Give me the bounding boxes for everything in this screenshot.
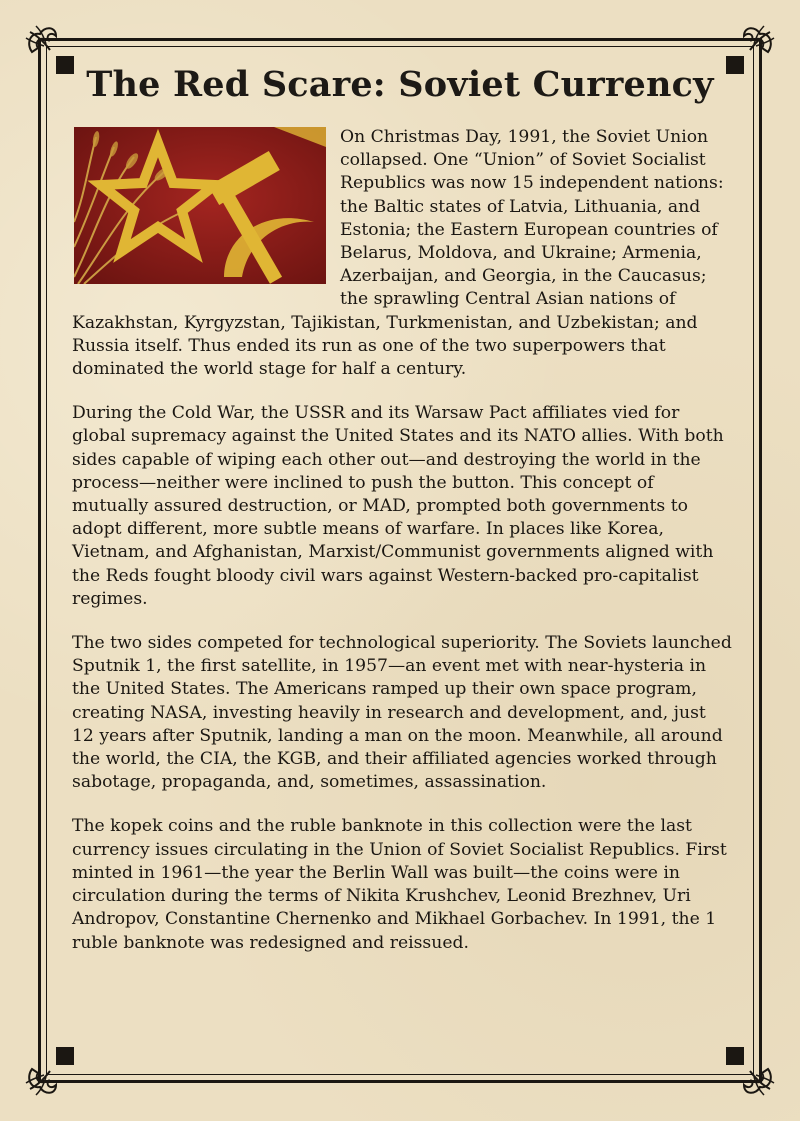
fleur-de-lis-icon (714, 1035, 778, 1099)
soviet-flag-image (74, 127, 326, 284)
paragraph: The kopek coins and the ruble banknote in this collection were the last currency issues circulating in the Union of Soviet Socialist Republics. First minted in 1961—the year the Berlin Wall was built—the coins were in circulation during the terms of Nikita Krushchev, Leonid Brezhnev, Uri Andropov, Constantine Chernenko and Mikhael Gorbachev. In 1991, the 1 ruble banknote was redesigned and reissued. (72, 816, 727, 953)
paragraph: On Christmas Day, 1991, the Soviet Union collapsed. One “Union” of Soviet Socialist Republics was now 15 independent nations: the Baltic states of Latvia, Lithuania, and Estonia; the Eastern European countries of Belarus, Moldova, and Ukraine; Armenia, Azerbaijan, and Georgia, in the Caucasus; the sprawling Central Asian nations of Kazakhstan, Kyrgyzstan, Tajikistan, Turkmenistan, and Uzbekistan; and Russia itself. Thus ended its run as one of the two superpowers that dominated the world stage for half a century. (72, 127, 724, 380)
page-title: The Red Scare: Soviet Currency (86, 64, 714, 105)
article-body (72, 126, 732, 976)
paragraph: During the Cold War, the USSR and its Warsaw Pact affiliates vied for global supremacy against the United States and its NATO allies. With both sides capable of wiping each other out—and destroying the world in the process—neither were inclined to push the button. This concept of mutually assured destruction, or MAD, prompted both governments to adopt different, more subtle means of warfare. In places like Korea, Vietnam, and Afghanistan, Marxist/Communist governments aligned with the Reds fought bloody civil wars against Western-backed pro-capitalist regimes. (72, 403, 724, 609)
fleur-de-lis-icon (22, 1035, 86, 1099)
paragraph: The two sides competed for technological superiority. The Soviets launched Sputnik 1, the first satellite, in 1957—an event met with near-hysteria in the United States. The Americans ramped up their own space program, creating NASA, investing heavily in research and development, and, just 12 years after Sputnik, landing a man on the moon. Meanwhile, all around the world, the CIA, the KGB, and their affiliated agencies worked through sabotage, propaganda, and, sometimes, assassination. (72, 633, 732, 793)
